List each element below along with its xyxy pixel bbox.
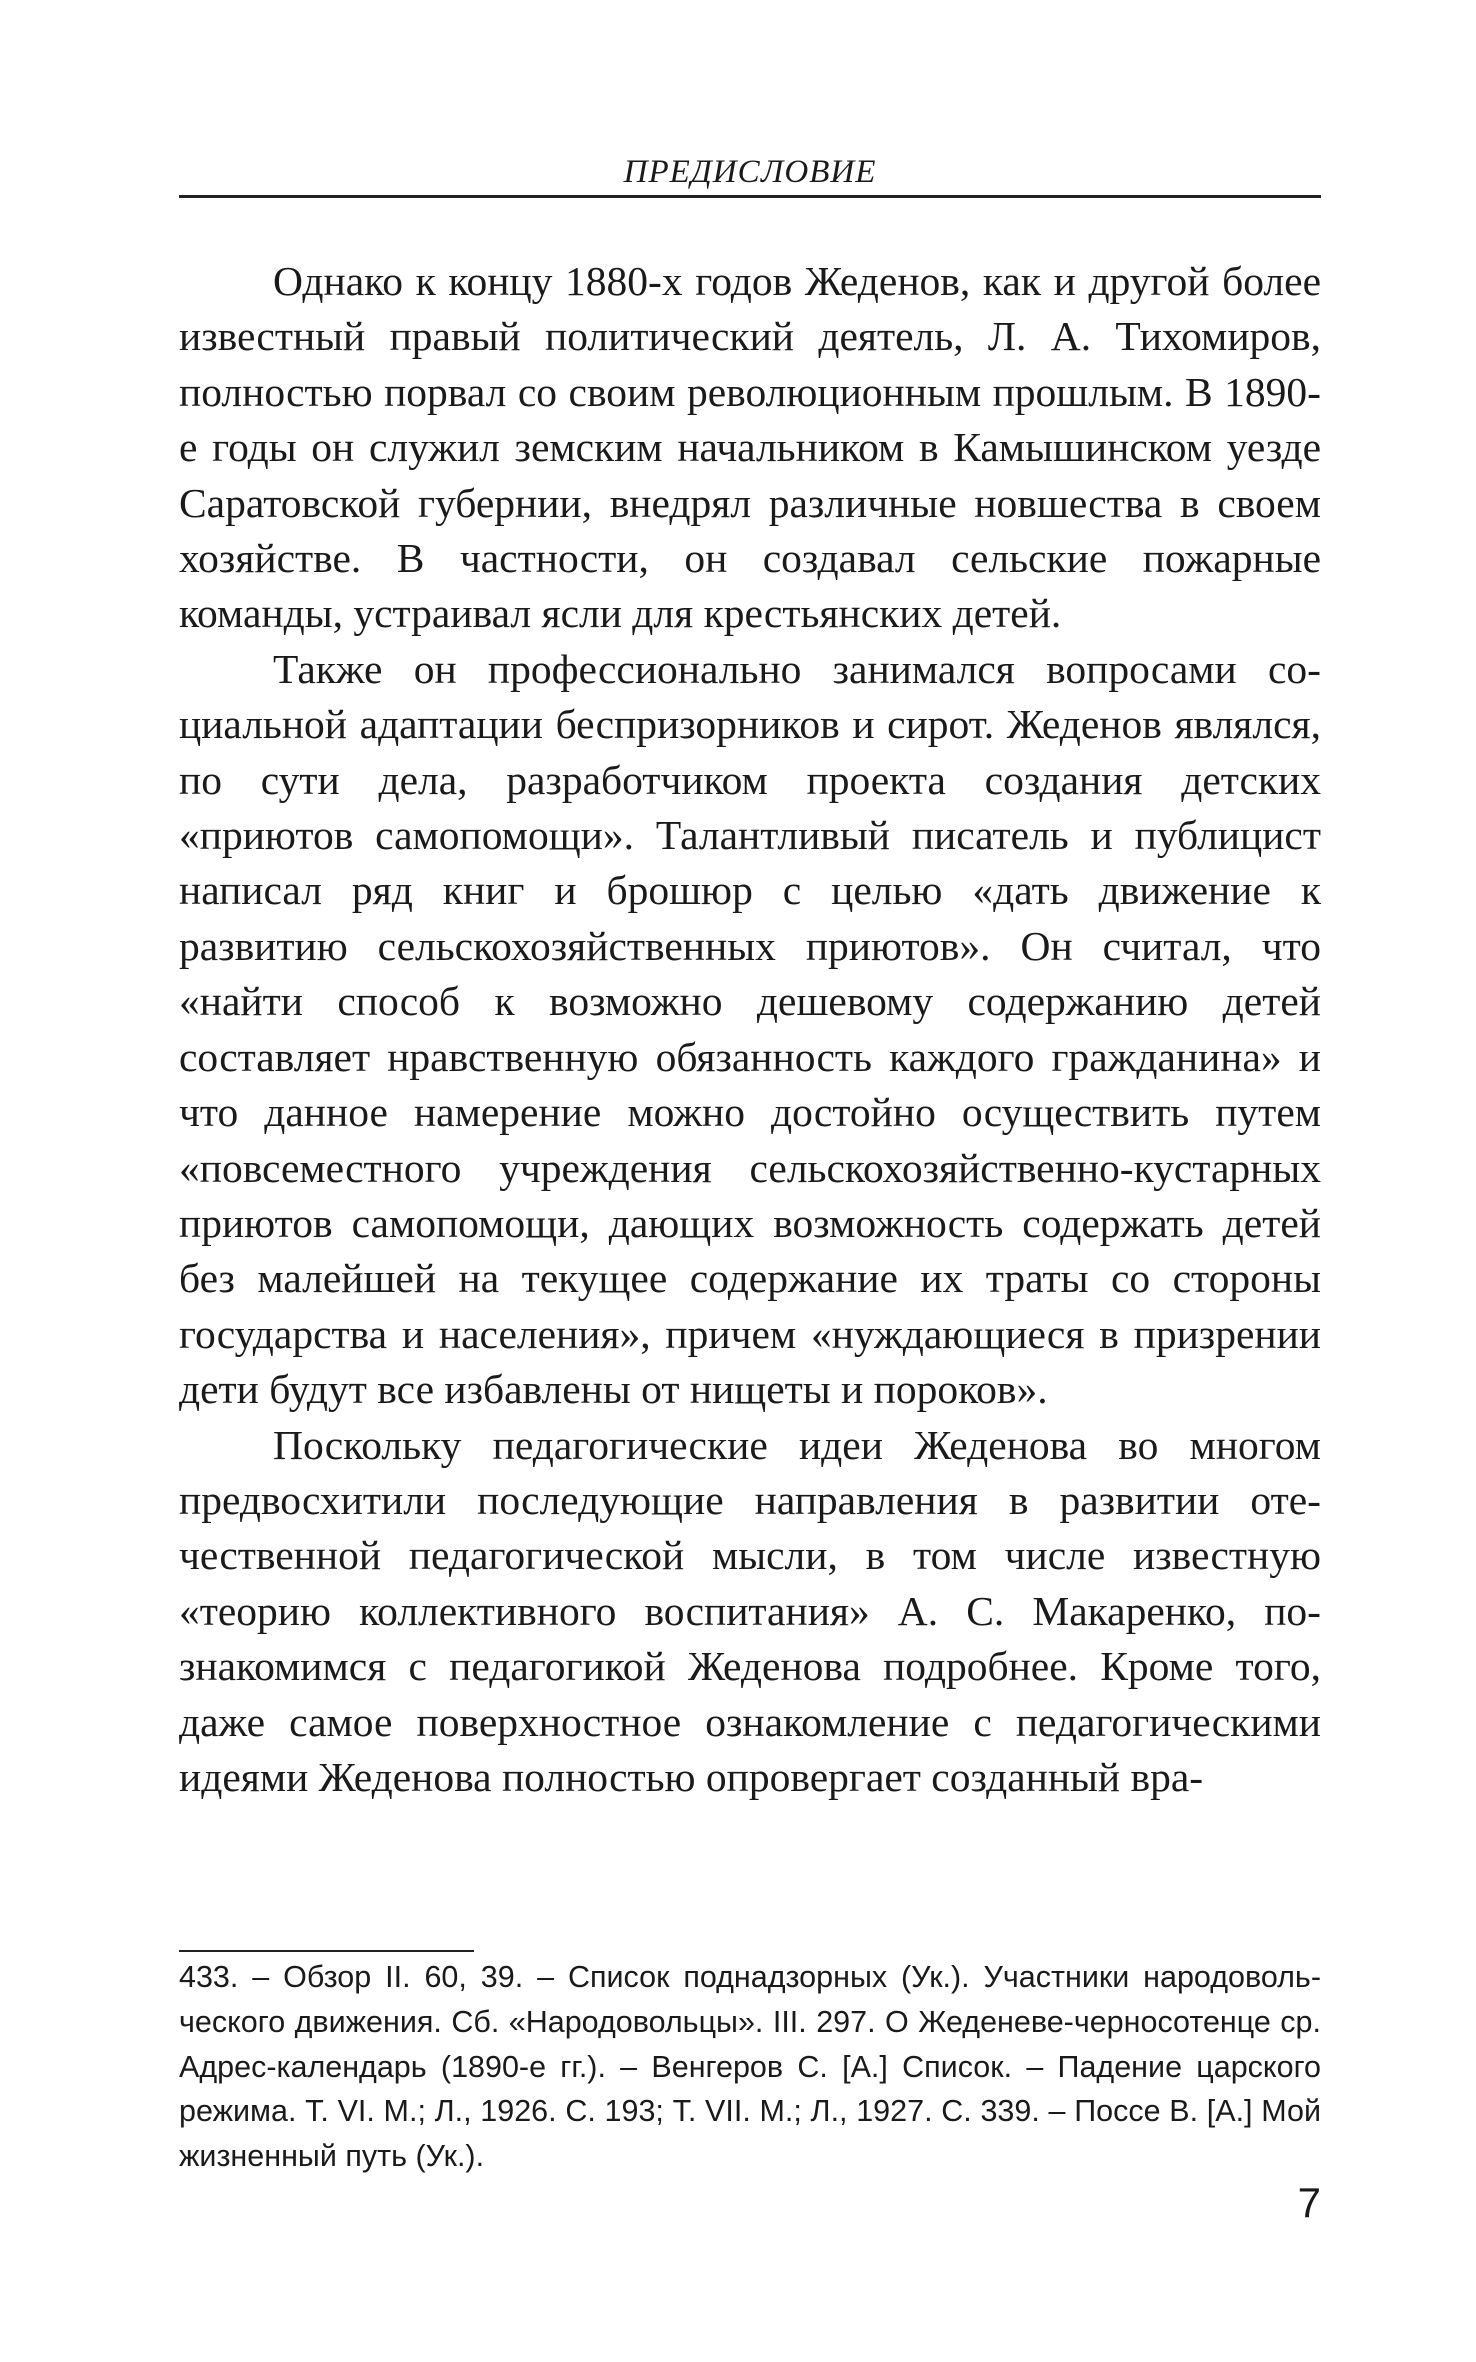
page-number: 7	[1297, 2179, 1321, 2226]
main-text	[179, 254, 1321, 1805]
footnote-rule	[179, 1950, 474, 1952]
paragraph-3: Поскольку педагогические идеи Жеденова во многом предвосхитили последующие направления в развитии отечественной педагогической мысли, в том числе известную «теорию коллективного воспитания» А. С. Макаренко, познакомимся с педагогикой Жеденова подробнее. Кроме того, даже самое поверхностное ознакомление с педагогическими идеями Жеденова полностью опровергает созданный вра-	[179, 1421, 1321, 1800]
paragraph-2: Также он профессионально занимался вопросами социальной адаптации беспризорников и сирот. Жеденов являлся, по сути дела, разработчиком проекта создания детских «приютов самопомощи». Талантливый писатель и публицист написал ряд книг и брошюр с целью «дать движение к развитию сельскохозяйственных приютов». Он считал, что «найти способ к возможно дешевому содержанию детей составляет нравственную обязанность каждого гражданина» и что данное намерение можно достойно осуществить путем «повсеместного учреждения сельскохозяйственно-кустарных приютов самопомощи, дающих возможность содержать детей без малейшей на текущее содержание их траты со стороны государства и населения», причем «нуждающиеся в призрении дети будут все избавлены от нищеты и пороков».	[179, 645, 1321, 1413]
paragraph-1: Однако к концу 1880-х годов Жеденов, как и другой более известный правый политический деятель, Л. А. Тихомиров, полностью порвал со своим революционным прошлым. В 1890-е годы он служил земским начальником в Камышинском уезде Саратовской губернии, внедрял различные новшества в своем хозяйстве. В частности, он создавал сельские пожарные команды, устраивал ясли для крестьянских детей.	[179, 258, 1321, 637]
footnote: 433. – Обзор II. 60, 39. – Список поднадзорных (Ук.). Участники народовольческого движения. Сб. «Народовольцы». III. 297. О Жеденеве-черносотенце ср. Адрес-календарь (1890-е гг.). – Венгеров С. [А.] Список. – Падение царского режима. Т. VI. М.; Л., 1926. С. 193; Т. VII. М.; Л., 1927. С. 339. – Поссе В. [А.] Мой жизненный путь (Ук.).	[179, 1960, 1321, 2174]
running-header: ПРЕДИСЛОВИЕ	[623, 154, 877, 190]
header-rule	[179, 195, 1321, 198]
